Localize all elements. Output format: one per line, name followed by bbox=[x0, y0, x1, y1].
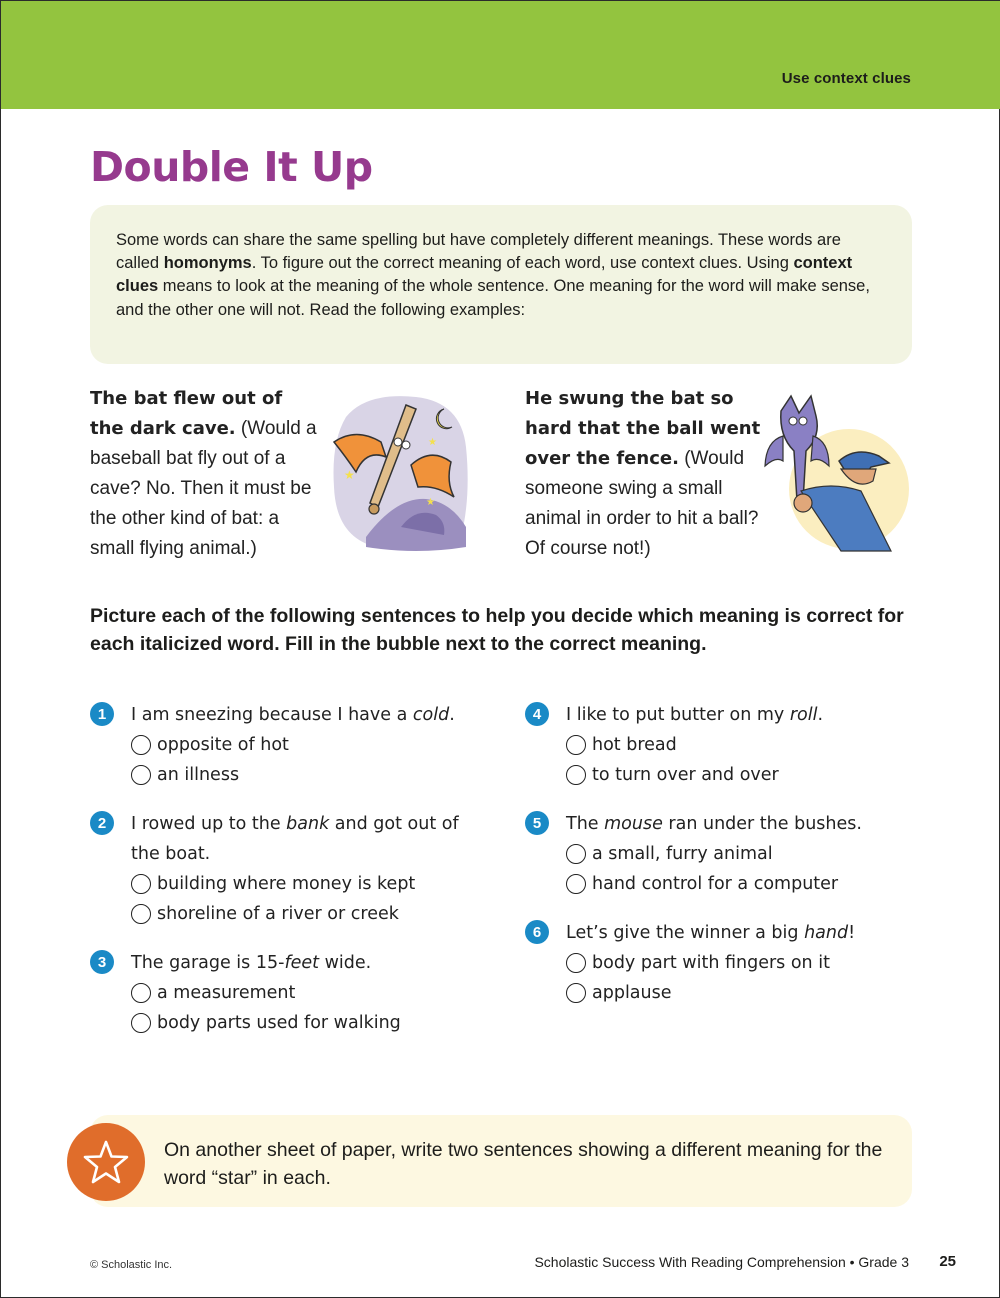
header-band bbox=[1, 1, 1000, 109]
answer-option[interactable]: an illness bbox=[131, 760, 490, 790]
answer-option[interactable]: opposite of hot bbox=[131, 730, 490, 760]
footer-book-title: Scholastic Success With Reading Comprehension • Grade 3 bbox=[534, 1254, 909, 1270]
question-number-badge: 1 bbox=[90, 702, 114, 726]
italic-word: roll bbox=[789, 705, 818, 725]
question-number-badge: 4 bbox=[525, 702, 549, 726]
question-number-badge: 5 bbox=[525, 811, 549, 835]
answer-option[interactable]: hand control for a computer bbox=[566, 869, 925, 899]
footer-copyright: © Scholastic Inc. bbox=[90, 1259, 173, 1271]
intro-term-context-clues: context clues bbox=[116, 254, 853, 296]
answer-bubble[interactable] bbox=[131, 874, 151, 894]
question-number-badge: 2 bbox=[90, 811, 114, 835]
answer-option[interactable]: body part with fingers on it bbox=[566, 948, 925, 978]
answer-bubble[interactable] bbox=[566, 735, 586, 755]
answer-option[interactable]: body parts used for walking bbox=[131, 1008, 490, 1038]
answer-bubble[interactable] bbox=[131, 1013, 151, 1033]
player-swinging-animal-bat-illustration bbox=[761, 391, 911, 553]
svg-text:★: ★ bbox=[426, 497, 435, 508]
example-1 bbox=[90, 384, 320, 564]
question-number-badge: 6 bbox=[525, 920, 549, 944]
answer-option[interactable]: a measurement bbox=[131, 978, 490, 1008]
question-6 bbox=[525, 918, 925, 1008]
page-number: 25 bbox=[939, 1253, 956, 1270]
question-5 bbox=[525, 809, 925, 899]
intro-seg: means to look at the meaning of the whole sentence. One meaning for the word will make sense, and the other one will not. Read the following examples: bbox=[116, 277, 870, 319]
italic-word: hand bbox=[804, 923, 849, 943]
page-title: Double It Up bbox=[90, 143, 373, 191]
example-sentence: He swung the bat so hard that the ball went over the fence. bbox=[525, 388, 761, 469]
italic-word: feet bbox=[284, 953, 319, 973]
answer-bubble[interactable] bbox=[131, 735, 151, 755]
question-sentence: The garage is 15-feet wide. bbox=[131, 953, 372, 973]
answer-bubble[interactable] bbox=[131, 765, 151, 785]
answer-bubble[interactable] bbox=[566, 844, 586, 864]
question-4 bbox=[525, 700, 925, 790]
star-badge bbox=[67, 1123, 145, 1201]
question-1 bbox=[90, 700, 490, 790]
flying-baseball-bat-illustration bbox=[326, 387, 471, 557]
answer-bubble[interactable] bbox=[131, 904, 151, 924]
intro-term-homonyms: homonyms bbox=[163, 254, 252, 273]
intro-seg: Some words can share the same spelling but have completely different meanings. These words are called bbox=[116, 231, 841, 273]
example-sentence: The bat flew out of the dark cave. bbox=[90, 388, 283, 439]
svg-text:★: ★ bbox=[428, 437, 437, 448]
answer-bubble[interactable] bbox=[131, 983, 151, 1003]
example-explanation: (Would a baseball bat fly out of a cave? No. Then it must be the other kind of bat: a small flying animal.) bbox=[90, 418, 317, 559]
question-sentence: Let’s give the winner a big hand! bbox=[566, 923, 856, 943]
question-sentence: The mouse ran under the bushes. bbox=[566, 814, 862, 834]
answer-bubble[interactable] bbox=[566, 765, 586, 785]
intro-box bbox=[90, 205, 912, 364]
question-number-badge: 3 bbox=[90, 950, 114, 974]
answer-option[interactable]: a small, furry animal bbox=[566, 839, 925, 869]
intro-text bbox=[116, 229, 886, 322]
instructions: Picture each of the following sentences to help you decide which meaning is correct for each italicized word. Fill in the bubble next to the correct meaning. bbox=[90, 605, 904, 655]
answer-option[interactable]: building where money is kept bbox=[131, 869, 485, 899]
answer-option[interactable]: to turn over and over bbox=[566, 760, 925, 790]
extension-tip-text: On another sheet of paper, write two sentences showing a different meaning for the word “star” in each. bbox=[164, 1139, 883, 1189]
answer-option[interactable]: shoreline of a river or creek bbox=[131, 899, 485, 929]
svg-text:★: ★ bbox=[344, 468, 355, 482]
question-sentence: I am sneezing because I have a cold. bbox=[131, 705, 455, 725]
italic-word: bank bbox=[286, 814, 330, 834]
question-3 bbox=[90, 948, 490, 1038]
example-explanation: (Would someone swing a small animal in order to hit a ball? Of course not!) bbox=[525, 448, 759, 559]
answer-bubble[interactable] bbox=[566, 874, 586, 894]
answer-option[interactable]: applause bbox=[566, 978, 925, 1008]
italic-word: cold bbox=[412, 705, 450, 725]
question-2 bbox=[90, 809, 485, 929]
example-2 bbox=[525, 384, 765, 564]
question-sentence: I like to put butter on my roll. bbox=[566, 705, 824, 725]
question-sentence: I rowed up to the bank and got out of the boat. bbox=[131, 814, 459, 864]
italic-word: mouse bbox=[604, 814, 663, 834]
answer-bubble[interactable] bbox=[566, 983, 586, 1003]
intro-seg: . To figure out the correct meaning of each word, use context clues. Using bbox=[251, 254, 794, 273]
skill-label: Use context clues bbox=[781, 70, 911, 87]
answer-option[interactable]: hot bread bbox=[566, 730, 925, 760]
star-icon bbox=[83, 1139, 129, 1185]
answer-bubble[interactable] bbox=[566, 953, 586, 973]
